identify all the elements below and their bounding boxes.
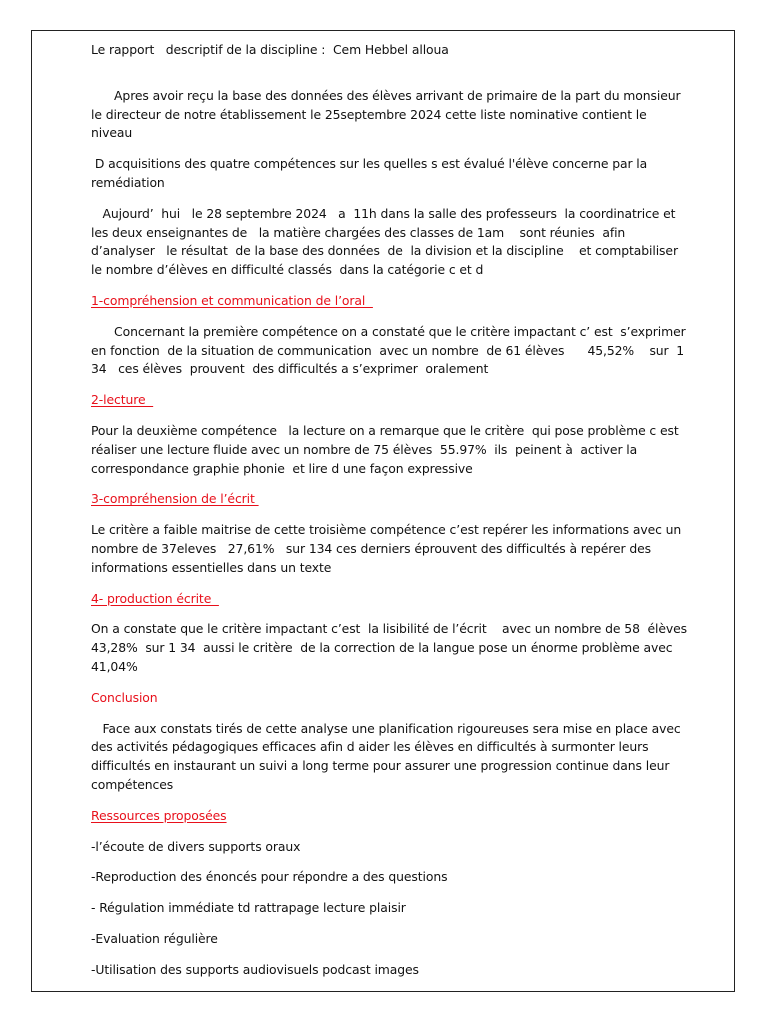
resources-heading: Ressources proposées xyxy=(91,807,227,823)
conclusion-heading: Conclusion xyxy=(91,689,158,705)
section-heading-lecture: 2-lecture xyxy=(91,392,154,408)
intro-paragraph-3: Aujourd’ hui le 28 septembre 2024 a 11h dans la salle des professeurs la coordinatrice et les deux enseignantes de la matière chargées des classes de 1am sont réunies afin d’analyser le résultat de la base des données de la division et la discipline et comptabiliser le nombre d’élèves en difficulté classés dans la catégorie c et d xyxy=(91,205,682,278)
section-heading-ecrit: 3-compréhension de l’écrit xyxy=(91,491,259,507)
intro-paragraph-2: D acquisitions des quatre compétences sur les quelles s est évalué l'élève concerne par la remédiation xyxy=(91,156,651,190)
intro-paragraph-1: Apres avoir reçu la base des données des élèves arrivant de primaire de la part du monsieur le directeur de notre établissement le 25septembre 2024 cette liste nominative contient le niveau xyxy=(91,87,685,141)
resource-item: -Evaluation régulière xyxy=(91,930,218,946)
section-body-oral: Concernant la première compétence on a constaté que le critère impactant c’ est s’exprimer en fonction de la situation de communication avec un nombre de 61 élèves 45,52% sur 1 34 ces élèves prouvent des difficultés a s’exprimer oralement xyxy=(91,323,690,377)
section-body-lecture: Pour la deuxième compétence la lecture on a remarque que le critère qui pose problème c est réaliser une lecture fluide avec un nombre de 75 élèves 55.97% ils peinent à activer la correspondance graphie phonie et lire d une façon expressive xyxy=(91,422,683,476)
section-heading-oral: 1-compréhension et communication de l’oral xyxy=(91,292,373,308)
section-heading-production: 4- production écrite xyxy=(91,590,219,606)
document-body xyxy=(91,41,691,979)
resource-item: - Régulation immédiate td rattrapage lecture plaisir xyxy=(91,900,406,916)
section-body-production: On a constate que le critère impactant c’est la lisibilité de l’écrit avec un nombre de 58 élèves 43,28% sur 1 34 aussi le critère de la correction de la langue pose un énorme problème avec 41,04% xyxy=(91,621,691,674)
resource-item: -l’écoute de divers supports oraux xyxy=(91,838,301,854)
section-body-ecrit: Le critère a faible maitrise de cette troisième compétence c’est repérer les informations avec un nombre de 37eleves 27,61% sur 134 ces derniers éprouvent des difficultés à repérer des informations essentielles dans un texte xyxy=(91,522,685,575)
document-title: Le rapport descriptif de la discipline : Cem Hebbel alloua xyxy=(91,42,449,57)
resource-item: -Utilisation des supports audiovisuels podcast images xyxy=(91,961,419,977)
conclusion-body: Face aux constats tirés de cette analyse une planification rigoureuses sera mise en place avec des activités pédagogiques efficaces afin d aider les élèves en difficultés à surmonter leurs difficultés en instaurant un suivi a long terme pour assurer une progression continue dans leur compétences xyxy=(91,720,685,792)
resource-item: -Reproduction des énoncés pour répondre a des questions xyxy=(91,869,448,885)
